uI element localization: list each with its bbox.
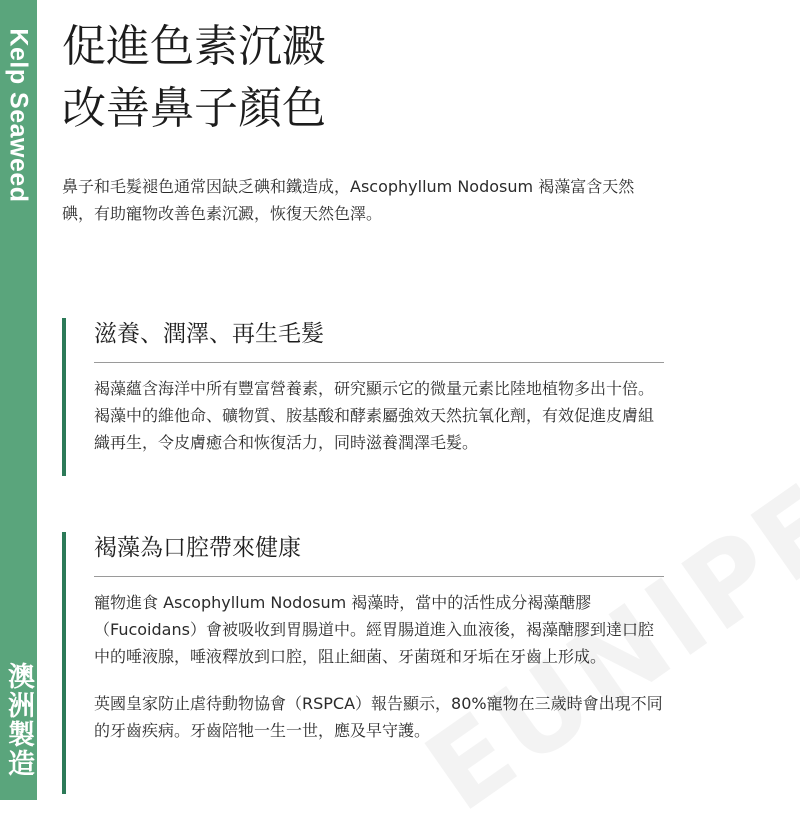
- section-paragraph: 英國皇家防止虐待動物協會（RSPCA）報告顯示，80%寵物在三歲時會出現不同的牙齒疾病。牙齒陪牠一生一世，應及早守護。: [94, 694, 663, 740]
- made-in-australia-label: 澳洲製造: [3, 661, 34, 778]
- page-title: [62, 16, 326, 140]
- kelp-seaweed-label: Kelp Seaweed: [5, 27, 34, 203]
- side-banner: [0, 0, 37, 800]
- side-banner-bottom: [0, 652, 37, 787]
- section-paragraph: 褐藻蘊含海洋中所有豐富營養素，研究顯示它的微量元素比陸地植物多出十倍。褐藻中的維他命、礦物質、胺基酸和酵素屬強效天然抗氧化劑，有效促進皮膚組織再生，令皮膚癒合和恢復活力，同時滋養潤澤毛髮。: [94, 379, 655, 452]
- section-divider: [94, 576, 664, 577]
- title-line-1: 促進色素沉澱: [62, 21, 326, 72]
- section-paragraph: 寵物進食 Ascophyllum Nodosum 褐藻時，當中的活性成分褐藻醣膠（Fucoidans）會被吸收到胃腸道中。經胃腸道進入血液後，褐藻醣膠到達口腔中的唾液腺，唾液釋放到口腔，阻止細菌、牙菌斑和牙垢在牙齒上形成。: [94, 593, 654, 666]
- section-oral-health: [62, 532, 664, 794]
- intro-paragraph: 鼻子和毛髮褪色通常因缺乏碘和鐵造成，Ascophyllum Nodosum 褐藻富含天然碘，有助寵物改善色素沉澱，恢復天然色澤。: [62, 177, 635, 223]
- title-line-2: 改善鼻子顏色: [62, 83, 326, 134]
- section-title: 滋養、潤澤、再生毛髮: [94, 321, 324, 347]
- section-nourish-hair: [62, 318, 664, 476]
- side-banner-top: [0, 0, 37, 230]
- section-divider: [94, 362, 664, 363]
- section-title: 褐藻為口腔帶來健康: [94, 535, 301, 561]
